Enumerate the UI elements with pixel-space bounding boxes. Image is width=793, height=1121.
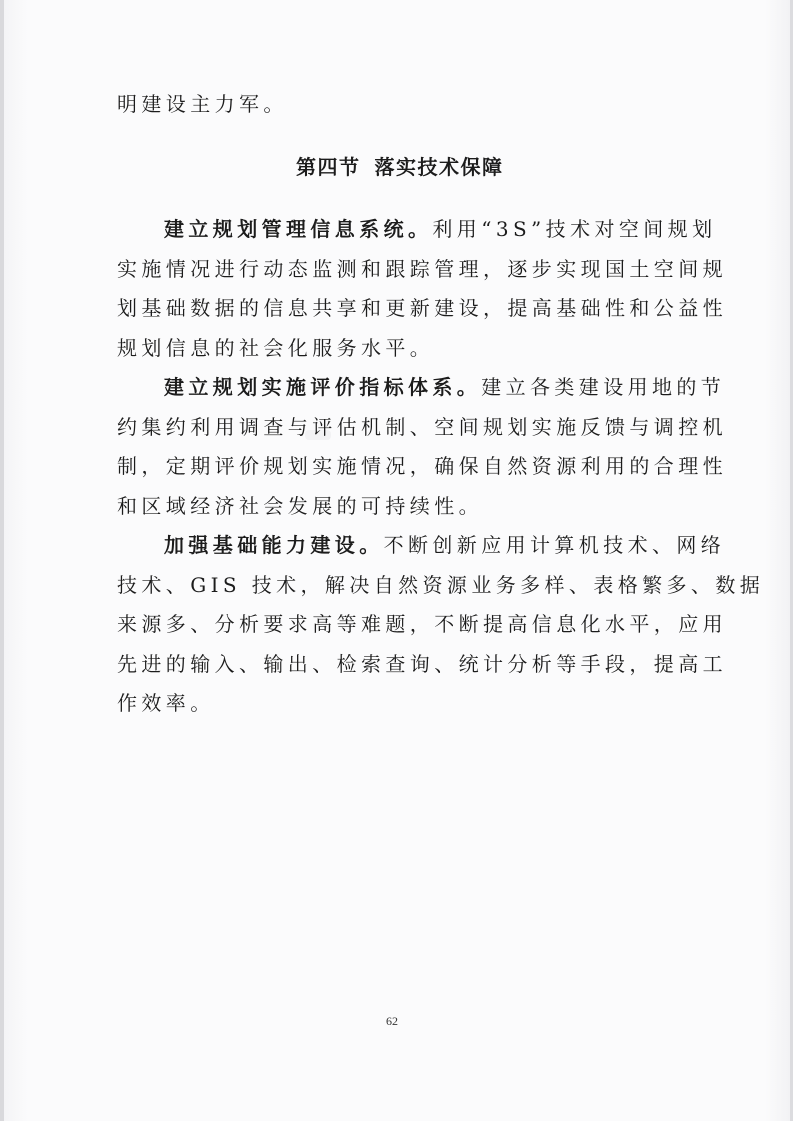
paragraph-3-line-4: 先进的输入、输出、检索查询、统计分析等手段，提高工	[117, 652, 727, 676]
paragraph-3-line-3: 来源多、分析要求高等难题，不断提高信息化水平，应用	[117, 612, 727, 636]
section-heading	[296, 153, 504, 181]
paragraph-2-line-3: 制，定期评价规划实施情况，确保自然资源利用的合理性	[117, 454, 727, 478]
paragraph-3-line-5: 作效率。	[117, 691, 215, 715]
paragraph-1-line-2: 实施情况进行动态监测和跟踪管理，逐步实现国土空间规	[117, 257, 727, 281]
paragraph-1-line-4: 规划信息的社会化服务水平。	[117, 336, 435, 360]
paragraph-3-text-a: 不断创新应用计算机技术、网络	[383, 533, 726, 557]
paragraph-1-line-3: 划基础数据的信息共享和更新建设，提高基础性和公益性	[117, 296, 727, 320]
paragraph-3-line-2: 技术、GIS 技术，解决自然资源业务多样、表格繁多、数据	[117, 573, 765, 597]
paragraph-2-line-2: 约集约利用调查与评估机制、空间规划实施反馈与调控机	[117, 415, 727, 439]
page-number: 62	[386, 1014, 398, 1028]
paragraph-2-text-a: 建立各类建设用地的节	[481, 375, 726, 399]
section-number: 第四节	[296, 155, 361, 179]
paragraph-1-text-a: 利用“3S”技术对空间规划	[432, 217, 717, 241]
paragraph-3-lead: 加强基础能力建设。	[164, 533, 384, 557]
scan-edge-left	[0, 0, 4, 1121]
paragraph-2-lead: 建立规划实施评价指标体系。	[164, 375, 482, 399]
paragraph-2-line-1	[164, 373, 725, 401]
intro-line: 明建设主力军。	[117, 92, 288, 116]
paragraph-1-line-1	[164, 215, 716, 243]
section-title: 落实技术保障	[374, 155, 504, 179]
paragraph-2-line-4: 和区域经济社会发展的可持续性。	[117, 494, 483, 518]
paragraph-3-line-1	[164, 531, 725, 559]
paragraph-1-lead: 建立规划管理信息系统。	[164, 217, 433, 241]
